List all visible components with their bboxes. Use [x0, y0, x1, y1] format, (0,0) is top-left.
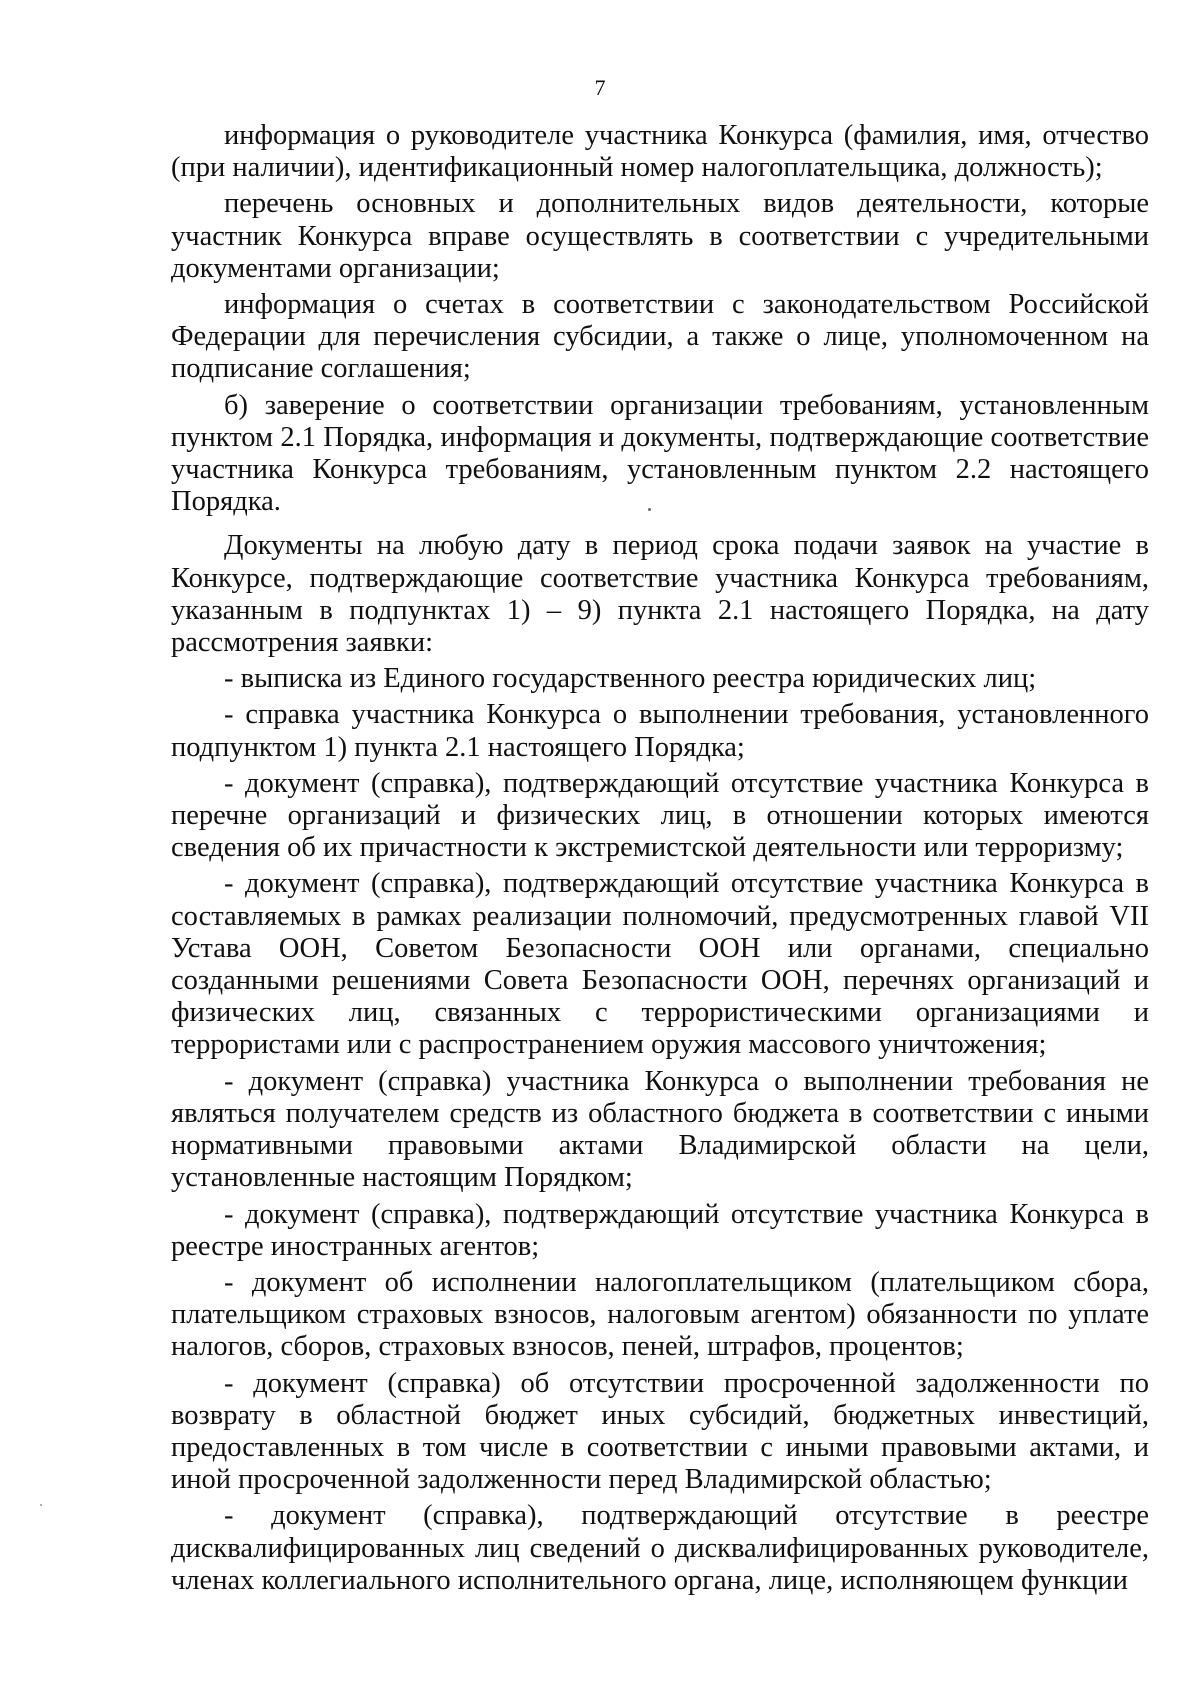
paragraph-compliance-assurance: б) заверение о соответствии организации требованиям, установленным пунктом 2.1 Порядка, информация и документы, подтверждающие соответствие участника Конкурса требованиям, установленным пунктом 2.2 настоящего Порядка. — [171, 389, 1149, 518]
list-item-overdue-debt-certificate: - документ (справка) об отсутствии просроченной задолженности по возврату в областной бюджет иных субсидий, бюджетных инвестиций, предоставленных в том числе в соответствии с иными правовыми актами, и иной просроченной задолженности перед Владимирской областью; — [171, 1367, 1149, 1496]
list-item-budget-recipient-certificate: - документ (справка) участника Конкурса о выполнении требования не являться получателем средств из областного бюджета в соответствии с иными нормативными правовыми актами Владимирской области на цели, установленные настоящим Порядком; — [171, 1065, 1149, 1194]
paragraph-manager-info: информация о руководителе участника Конкурса (фамилия, имя, отчество (при наличии), идентификационный номер налогоплательщика, должность); — [171, 120, 1149, 184]
list-item-disqualified-persons-certificate: - документ (справка), подтверждающий отсутствие в реестре дисквалифицированных лиц сведений о дисквалифицированных руководителе, членах коллегиального исполнительного органа, лице, исполняющем функции — [171, 1500, 1149, 1596]
page-number: 7 — [594, 75, 606, 100]
paragraph-account-info: информация о счетах в соответствии с законодательством Российской Федерации для перечисления субсидии, а также о лице, уполномоченном на подписание соглашения; — [171, 289, 1149, 385]
list-item-tax-obligations-document: - документ об исполнении налогоплательщиком (плательщиком сбора, плательщиком страховых взносов, налоговым агентом) обязанности по уплате налогов, сборов, страховых взносов, пеней, штрафов, процентов; — [171, 1266, 1149, 1363]
document-body — [171, 120, 1149, 1601]
list-item-requirement-certificate: - справка участника Конкурса о выполнении требования, установленного подпунктом 1) пункта 2.1 настоящего Порядка; — [171, 699, 1149, 763]
paragraph-activity-types: перечень основных и дополнительных видов деятельности, которые участник Конкурса вправе осуществлять в соответствии с учредительными документами организации; — [171, 188, 1149, 284]
list-item-un-sanctions-certificate: - документ (справка), подтверждающий отсутствие участника Конкурса в составляемых в рамках реализации полномочий, предусмотренных главой VII Устава ООН, Советом Безопасности ООН или органами, специально созданными решениями Совета Безопасности ООН, перечнях организаций и физических лиц, связанных с террористическими организациями и террористами или с распространением оружия массового уничтожения; — [171, 868, 1149, 1061]
list-item-register-extract: - выписка из Единого государственного реестра юридических лиц; — [224, 663, 1037, 695]
scan-artifact — [648, 508, 651, 511]
list-item-extremism-list-certificate: - документ (справка), подтверждающий отсутствие участника Конкурса в перечне организаций и физических лиц, в отношении которых имеются сведения об их причастности к экстремистской деятельности или терроризму; — [171, 767, 1149, 864]
list-item-foreign-agents-certificate: - документ (справка), подтверждающий отсутствие участника Конкурса в реестре иностранных агентов; — [171, 1198, 1149, 1262]
scan-artifact — [40, 1504, 42, 1506]
paragraph-documents-intro: Документы на любую дату в период срока подачи заявок на участие в Конкурсе, подтверждающие соответствие участника Конкурса требованиям, указанным в подпунктах 1) – 9) пункта 2.1 настоящего Порядка, на дату рассмотрения заявки: — [171, 530, 1149, 659]
